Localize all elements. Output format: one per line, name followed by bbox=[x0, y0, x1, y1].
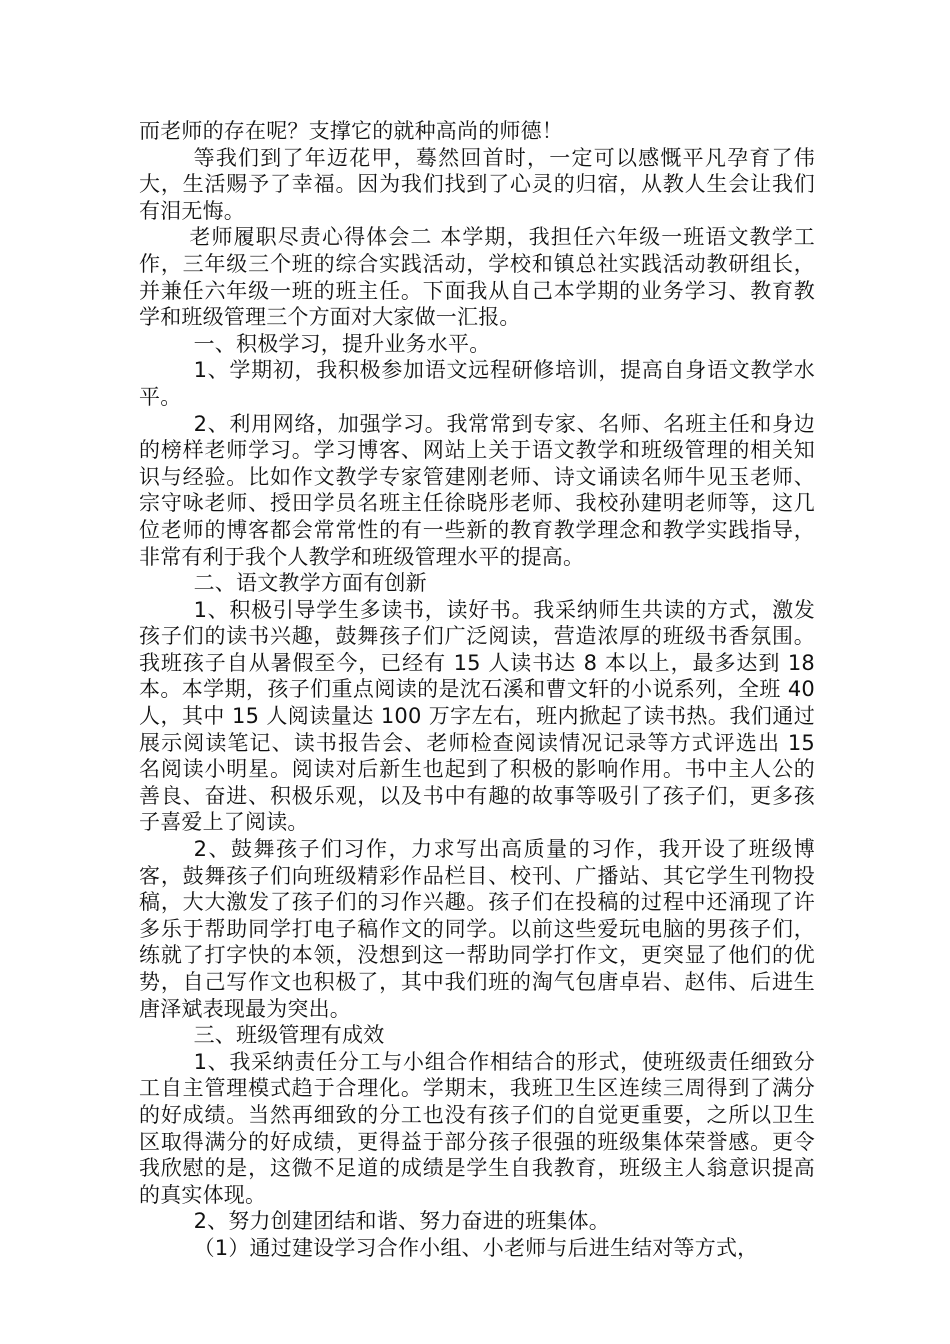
section-heading-1: 一、积极学习，提升业务水平。 bbox=[193, 331, 491, 356]
paragraph-10: （1）通过建设学习合作小组、小老师与后进生结对等方式， bbox=[193, 1235, 759, 1260]
section-heading-2: 二、语文教学方面有创新 bbox=[193, 571, 427, 596]
paragraph-1: 而老师的存在呢？支撑它的就种高尚的师德！ bbox=[139, 119, 563, 143]
paragraph-4: 1、学期初，我积极参加语文远程研修培训，提高自身语文教学水平。 bbox=[139, 358, 815, 409]
paragraph-6: 1、积极引导学生多读书，读好书。我采纳师生共读的方式，激发孩子们的读书兴趣，鼓舞孩子们广泛阅读，营造浓厚的班级书香氛围。我班孩子自从暑假至今，已经有 15 人读书达 8 本以上，最多达到 18 本。本学期，孩子们重点阅读的是沈石溪和曹文轩的小说系列，全班 40 人，其中 15 人阅读量达 100 万字左右，班内掀起了读书热。我们通过展示阅读笔记、读书报告会、老师检查阅读情况记录等方式评选出 15 名阅读小明星。阅读对后新生也起到了积极的影响作用。书中主人公的善良、奋进、积极乐观，以及书中有趣的故事等吸引了孩子们，更多孩子喜爱上了阅读。 bbox=[139, 597, 815, 835]
document-body bbox=[139, 118, 815, 1262]
paragraph-3: 老师履职尽责心得体会二 本学期，我担任六年级一班语文教学工作，三年级三个班的综合实践活动，学校和镇总社实践活动教研组长，并兼任六年级一班的班主任。下面我从自己本学期的业务学习、教育教学和班级管理三个方面对大家做一汇报。 bbox=[139, 225, 815, 330]
section-heading-3: 三、班级管理有成效 bbox=[193, 1023, 385, 1048]
paragraph-9: 2、努力创建团结和谐、努力奋进的班集体。 bbox=[193, 1209, 610, 1234]
paragraph-7: 2、鼓舞孩子们习作，力求写出高质量的习作，我开设了班级博客，鼓舞孩子们向班级精彩作品栏目、校刊、广播站、其它学生刊物投稿，大大激发了孩子们的习作兴趣。孩子们在投稿的过程中还涌现了许多乐于帮助同学打电子稿作文的同学。以前这些爱玩电脑的男孩子们，练就了打字快的本领，没想到这一帮助同学打作文，更突显了他们的优势，自己写作文也积极了，其中我们班的淘气包唐卓岩、赵伟、后进生唐泽斌表现最为突出。 bbox=[139, 837, 815, 1021]
paragraph-2: 等我们到了年迈花甲，蓦然回首时，一定可以感慨平凡孕育了伟大，生活赐予了幸福。因为我们找到了心灵的归宿，从教人生会让我们有泪无悔。 bbox=[139, 145, 815, 223]
paragraph-5: 2、利用网络，加强学习。我常常到专家、名师、名班主任和身边的榜样老师学习。学习博客、网站上关于语文教学和班级管理的相关知识与经验。比如作文教学专家管建刚老师、诗文诵读名师牛见玉老师、宗守咏老师、授田学员名班主任徐晓彤老师、我校孙建明老师等，这几位老师的博客都会常常性的有一些新的教育教学理念和教学实践指导，非常有利于我个人教学和班级管理水平的提高。 bbox=[139, 411, 815, 569]
paragraph-8: 1、我采纳责任分工与小组合作相结合的形式，使班级责任细致分工自主管理模式趋于合理化。学期末，我班卫生区连续三周得到了满分的好成绩。当然再细致的分工也没有孩子们的自觉更重要，之所以卫生区取得满分的好成绩，更得益于部分孩子很强的班级集体荣誉感。更令我欣慰的是，这微不足道的成绩是学生自我教育，班级主人翁意识提高的真实体现。 bbox=[139, 1049, 815, 1207]
